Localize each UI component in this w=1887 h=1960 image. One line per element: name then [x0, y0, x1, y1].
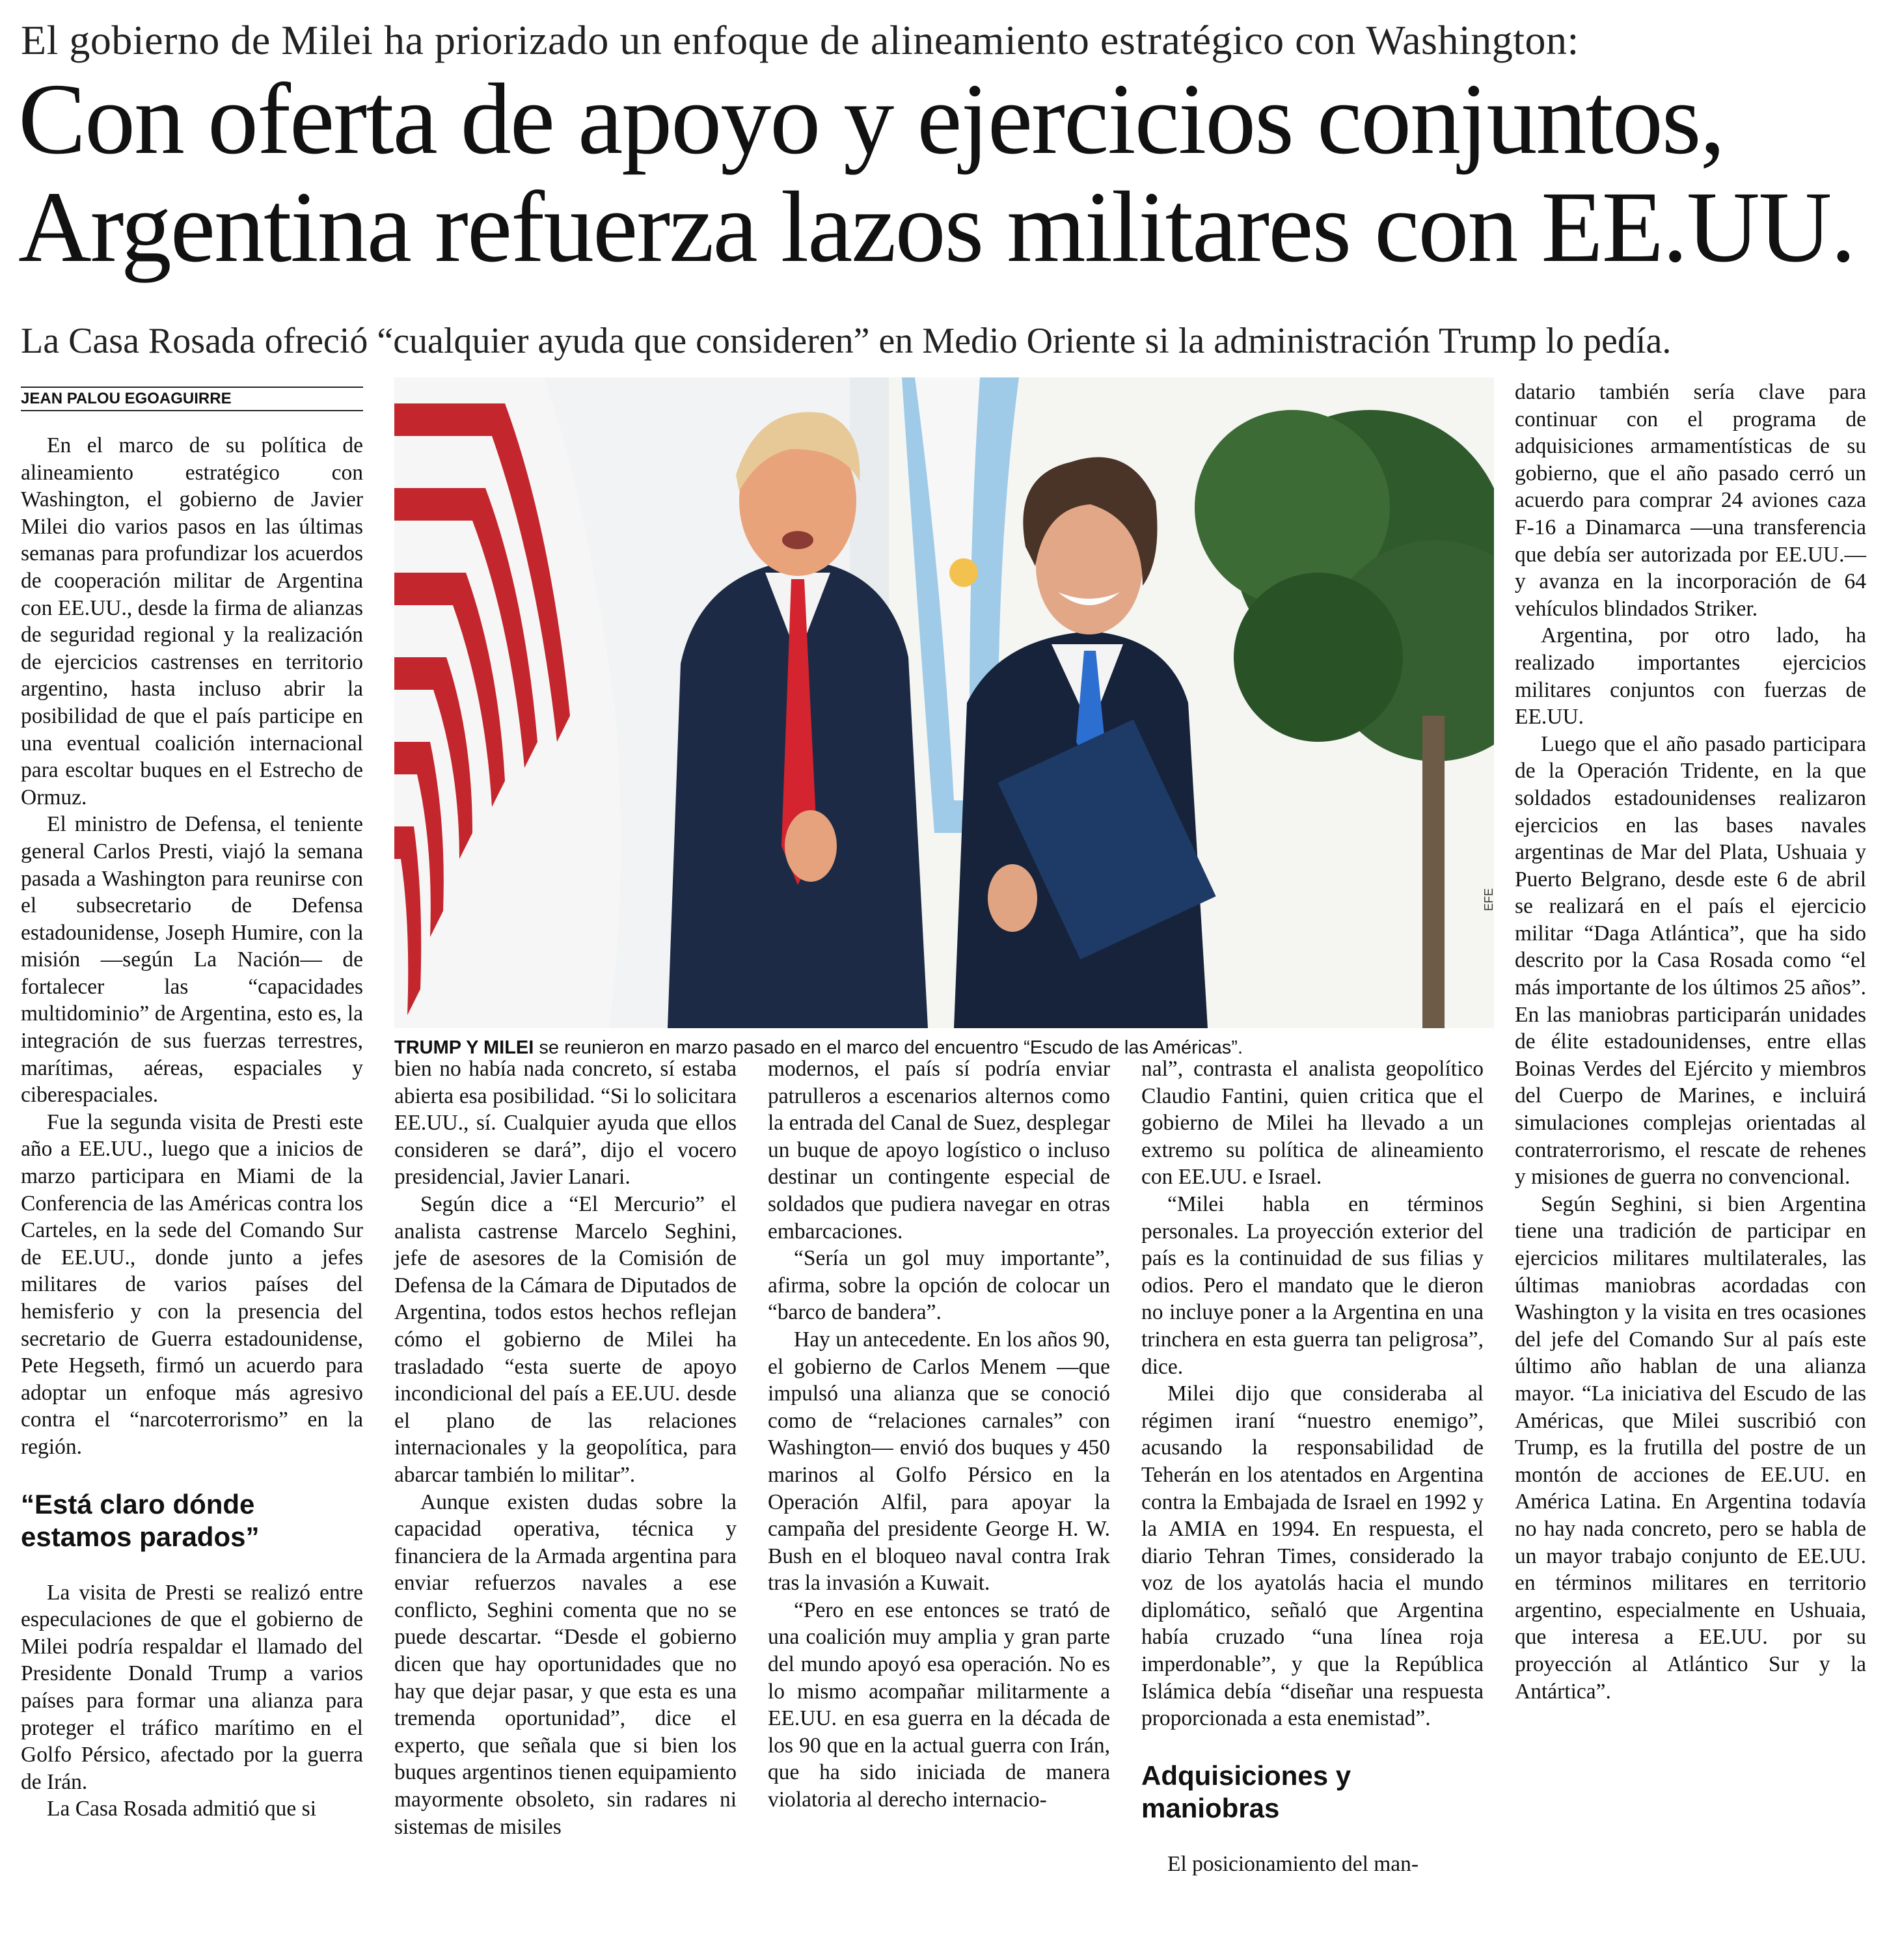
section-subtitle: “Está claro dónde estamos parados”	[21, 1488, 260, 1552]
paragraph: “Milei habla en términos personales. La proyección exterior del país es la continuidad de sus filias y odios. Pero el mandato que le dieron no incluye poner a la Argentina en una trinchera en esta guerra tan peligrosa”, dice.	[1141, 1191, 1484, 1379]
column-3	[768, 1055, 1110, 1814]
paragraph: “Sería un gol muy importante”, afirma, sobre la opción de colocar un “barco de bandera”.	[768, 1246, 1110, 1325]
column-5	[1515, 379, 1866, 1705]
photo	[394, 377, 1494, 1028]
headline	[18, 62, 1879, 283]
byline: JEAN PALOU EGOAGUIRRE	[21, 387, 363, 411]
caption-text: se reunieron en marzo pasado en el marco del encuentro “Escudo de las Américas”.	[534, 1037, 1243, 1058]
paragraph: La Casa Rosada admitió que si	[47, 1797, 317, 1821]
photo-illustration	[394, 377, 1494, 1028]
column-1	[21, 432, 363, 1823]
paragraph: Según dice a “El Mercurio” el analista castrense Marcelo Seghini, jefe de asesores de la Comisión de Defensa de la Cámara de Diputados de Argentina, todos estos hechos reflejan cómo el gobierno de Milei ha trasladado “esta suerte de apoyo incondicional del país a EE.UU. desde el plano de las relaciones internacionales y la geopolítica, para abarcar también lo militar”.	[394, 1191, 737, 1487]
paragraph: Hay un antecedente. En los años 90, el gobierno de Carlos Menem —que impulsó una alianza que se conoció como de “relaciones carnales” con Washington— envió dos buques y 450 marinos al Golfo Pérsico en la Operación Alfil, para apoyar la campaña del presidente George H. W. Bush en el bloqueo naval contra Irak tras la invasión a Kuwait.	[768, 1327, 1110, 1596]
caption-bold: TRUMP Y MILEI	[394, 1037, 534, 1058]
paragraph: Según Seghini, si bien Argentina tiene una tradición de participar en ejercicios militares multilaterales, las últimas maniobras acordadas con Washington y la visita en tres ocasiones del jefe del Comando Sur al país este último año hablan de una alianza mayor. “La iniciativa del Escudo de las Américas, que Milei suscribió con Trump, es la frutilla del postre de un montón de acciones de EE.UU. en América Latina. En Argentina todavía no hay nada concreto, pero se habla de un mayor trabajo conjunto de EE.UU. en términos militares en territorio argentino, especialmente en Ushuaia, que interesa a EE.UU. por su proyección al Atlántico Sur y la Antártica”.	[1515, 1191, 1866, 1704]
paragraph: Milei dijo que consideraba al régimen iraní “nuestro enemigo”, acusando la responsabilidad de Teherán en los atentados en Argentina contra la Embajada de Israel en 1992 y la AMIA en 1994. En respuesta, el diario Tehran Times, considerado la voz de los ayatolás hacia el mundo diplomático, señaló que Argentina había cruzado “una línea roja imperdonable”, y que la República Islámica debía “diseñar una respuesta proporcionada a esta enemistad”.	[1141, 1382, 1484, 1731]
paragraph: “Pero en ese entonces se trató de una coalición muy amplia y gran parte del mundo apoyó esa operación. No es lo mismo acompañar militarmente a EE.UU. en esa guerra en la década de los 90 que en la actual guerra con Irán, que ha sido iniciada de manera violatoria al derecho internacio-	[768, 1598, 1110, 1812]
paragraph: Fue la segunda visita de Presti este año a EE.UU., luego que a inicios de marzo participara en Miami de la Conferencia de las Américas contra los Carteles, en la sede del Comando Sur de EE.UU., donde junto a jefes militares de varios países del hemisferio y con la presencia del secretario de Guerra estadounidense, Pete Hegseth, firmó un acuerdo para adoptar un enfoque más agresivo contra el “narcoterrorismo” en la región.	[21, 1109, 363, 1459]
column-4	[1141, 1055, 1484, 1877]
column-2	[394, 1055, 737, 1840]
paragraph: modernos, el país sí podría enviar patrulleros a escenarios alternos como la entrada del Canal de Suez, desplegar un buque de apoyo logístico o incluso destinar un contingente especial de soldados que pudiera navegar en otras embarcaciones.	[768, 1057, 1110, 1244]
paragraph: El ministro de Defensa, el teniente general Carlos Presti, viajó la semana pasada a Washington para reunirse con el subsecretario de Defensa estadounidense, Joseph Humire, con la misión —según La Nación— de fortalecer las “capacidades multidominio” de Argentina, esto es, la integración de sus fuerzas terrestres, marítimas, aéreas, espaciales y ciberespaciales.	[21, 812, 363, 1108]
headline-line-1: Con oferta de apoyo y ejercicios conjuntos,	[18, 62, 1724, 175]
kicker: El gobierno de Milei ha priorizado un enfoque de alineamiento estratégico con Washington:	[21, 17, 1579, 63]
paragraph: datario también sería clave para continuar con el programa de adquisiciones armamentísticas de su gobierno, que el año pasado cerró un acuerdo para comprar 24 aviones caza F-16 a Dinamarca —una transferencia que debía ser autorizada por EE.UU.— y avanza en la incorporación de 64 vehículos blindados Striker.	[1515, 380, 1866, 621]
paragraph: Aunque existen dudas sobre la capacidad operativa, técnica y financiera de la Armada argentina para enviar refuerzos navales a ese conflicto, Seghini comenta que no se puede descartar. “Desde el gobierno dicen que hay oportunidades que no hay que dejar pasar, y que esta es una tremenda oportunidad”, dice el experto, que señala que si bien los buques argentinos tienen equipamiento mayormente obsoleto, sin radares ni sistemas de misiles	[394, 1490, 737, 1839]
paragraph: En el marco de su política de alineamiento estratégico con Washington, el gobierno de Javier Milei dio varios pasos en las últimas semanas para profundizar los acuerdos de cooperación militar de Argentina con EE.UU., desde la firma de alianzas de seguridad regional y la realización de ejercicios castrenses en territorio argentino, hasta incluso abrir la posibilidad de que el país participe en una eventual coalición internacional para escoltar buques en el Estrecho de Ormuz.	[21, 433, 363, 810]
headline-line-2: Argentina refuerza lazos militares con EE.UU.	[18, 170, 1855, 283]
paragraph: Luego que el año pasado participara de la Operación Tridente, en la que soldados estadounidenses realizaron ejercicios en las bases navales argentinas de Mar del Plata, Ushuaia y Puerto Belgrano, desde este 6 de abril se realizará en el país el ejercicio militar “Daga Atlántica”, que ha sido descrito por la Casa Rosada como “el más importante de los últimos 25 años”. En las maniobras participarán unidades de élite estadounidenses, entre ellas Boinas Verdes del Ejército y miembros del Cuerpo de Marines, e incluirá simulaciones complejas orientadas al contraterrorismo, el rescate de rehenes y misiones de guerra no convencional.	[1515, 731, 1866, 1190]
subhead: La Casa Rosada ofreció “cualquier ayuda que consideren” en Medio Oriente si la administración Trump lo pedía.	[21, 321, 1672, 361]
photo-credit: EFE	[1482, 888, 1495, 911]
paragraph: La visita de Presti se realizó entre especulaciones de que el gobierno de Milei podría respaldar el llamado del Presidente Donald Trump a varios países para formar una alianza para proteger el tráfico marítimo en el Golfo Pérsico, afectado por la guerra de Irán.	[21, 1580, 363, 1794]
paragraph: El posicionamiento del man-	[1167, 1851, 1419, 1876]
section-subtitle: Adquisiciones y maniobras	[1141, 1760, 1351, 1823]
paragraph: Argentina, por otro lado, ha realizado importantes ejercicios militares conjuntos con fuerzas de EE.UU.	[1515, 623, 1866, 729]
paragraph: bien no había nada concreto, sí estaba abierta esa posibilidad. “Si lo solicitara EE.UU., sí. Cualquier ayuda que ellos consideren se dará”, dijo el vocero presidencial, Javier Lanari.	[394, 1057, 737, 1190]
paragraph: nal”, contrasta el analista geopolítico Claudio Fantini, quien critica que el gobierno de Milei ha llevado a un extremo su política de alineamiento con EE.UU. e Israel.	[1141, 1057, 1484, 1190]
